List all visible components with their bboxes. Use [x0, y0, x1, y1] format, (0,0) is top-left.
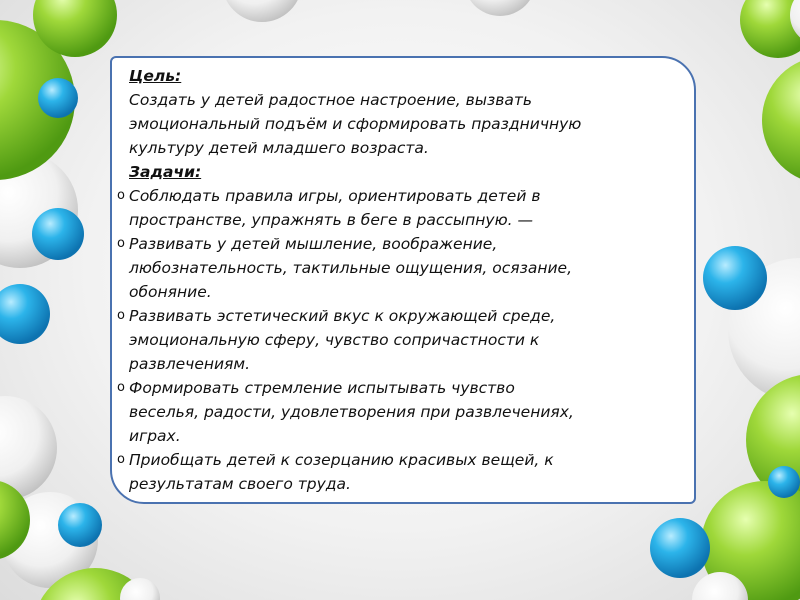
bubble-blue [58, 503, 102, 547]
bubble-blue [32, 208, 84, 260]
task-line: развлечениям. [129, 355, 251, 373]
bullet-circle-icon: o [117, 188, 125, 203]
goal-line: эмоциональный подъём и сформировать праздничную [129, 115, 582, 133]
bullet-circle-icon: o [117, 308, 125, 323]
task-line: Развивать эстетический вкус к окружающей среде, [129, 307, 556, 325]
bubble-white [222, 0, 302, 22]
bubble-blue [0, 284, 50, 344]
task-line: обоняние. [129, 283, 212, 301]
goal-heading: Цель: [129, 67, 182, 85]
tasks-heading: Задачи: [129, 163, 202, 181]
task-item [117, 304, 674, 376]
goal-line: культуру детей младшего возраста. [129, 139, 429, 157]
card-text [117, 64, 674, 496]
bubble-blue [650, 518, 710, 578]
task-line: эмоциональную сферу, чувство сопричастности к [129, 331, 540, 349]
content-card [110, 56, 696, 504]
bubble-white [464, 0, 536, 16]
bullet-circle-icon: o [117, 380, 125, 395]
task-item [117, 376, 674, 448]
bubble-blue [38, 78, 78, 118]
task-item [117, 184, 674, 232]
task-line: Приобщать детей к созерцанию красивых вещей, к [129, 451, 554, 469]
task-line: пространстве, упражнять в беге в рассыпную. — [129, 211, 533, 229]
task-line: Соблюдать правила игры, ориентировать детей в [129, 187, 541, 205]
task-line: веселья, радости, удовлетворения при развлечениях, [129, 403, 574, 421]
task-item [117, 448, 674, 496]
bullet-circle-icon: o [117, 452, 125, 467]
task-line: результатам своего труда. [129, 475, 351, 493]
task-line: Развивать у детей мышление, воображение, [129, 235, 498, 253]
task-line: любознательность, тактильные ощущения, осязание, [129, 259, 573, 277]
task-line: играх. [129, 427, 181, 445]
bubble-white [0, 396, 57, 500]
task-item [117, 232, 674, 304]
bubble-blue [703, 246, 767, 310]
goal-line: Создать у детей радостное настроение, вызвать [129, 91, 532, 109]
bullet-circle-icon: o [117, 236, 125, 251]
bubble-blue [768, 466, 800, 498]
task-line: Формировать стремление испытывать чувство [129, 379, 515, 397]
bubble-green [762, 56, 800, 184]
